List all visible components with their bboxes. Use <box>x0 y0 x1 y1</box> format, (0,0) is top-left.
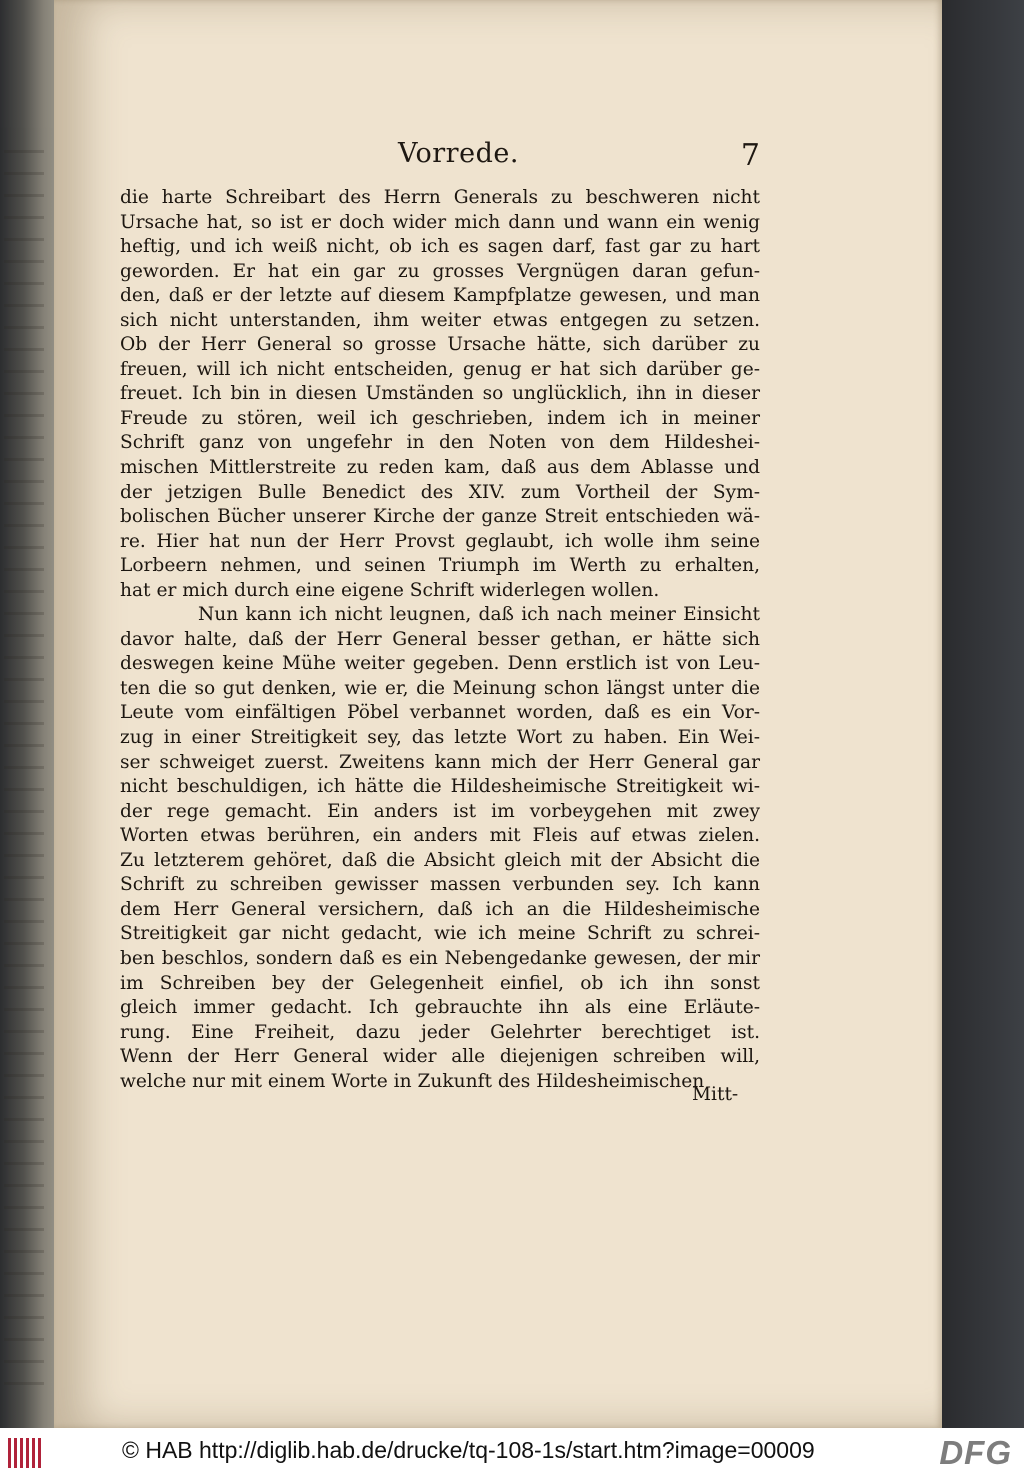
text-line: deswegen keine Mühe weiter gegeben. Denn erstlich ist von Leu- <box>120 653 760 675</box>
footer-bar <box>0 1428 1024 1478</box>
text-line: Leute vom einfältigen Pöbel verbannet worden, daß es ein Vor- <box>120 702 760 724</box>
running-head: Vorrede. <box>398 138 519 169</box>
text-line: ben beschlos, sondern daß es ein Nebengedanke gewesen, der mir <box>120 947 760 969</box>
text-line: hat er mich durch eine eigene Schrift widerlegen wollen. <box>120 579 660 601</box>
text-line: Schrift ganz von ungefehr in den Noten von dem Hildeshei- <box>120 432 760 454</box>
text-line: bolischen Bücher unserer Kirche der ganze Streit entschieden wä- <box>120 506 760 528</box>
text-line: Ursache hat, so ist er doch wider mich dann und wann ein wenig <box>120 211 760 233</box>
text-line: freuen, will ich nicht entscheiden, genug er hat sich darüber ge- <box>120 358 760 380</box>
text-line: Nun kann ich nicht leugnen, daß ich nach meiner Einsicht <box>198 604 760 626</box>
text-line: Worten etwas berühren, ein anders mit Fleis auf etwas zielen. <box>120 825 760 847</box>
text-line: der jetzigen Bulle Benedict des XIV. zum Vortheil der Sym- <box>120 481 760 503</box>
text-line: Streitigkeit gar nicht gedacht, wie ich meine Schrift zu schrei- <box>120 923 760 945</box>
catchword: Mitt- <box>692 1084 739 1105</box>
page-header <box>120 138 760 182</box>
text-line: Lorbeern nehmen, und seinen Triumph im Werth zu erhalten, <box>120 555 760 577</box>
footer-credit-link[interactable]: © HAB http://diglib.hab.de/drucke/tq-108-1s/start.htm?image=00009 <box>122 1437 815 1463</box>
text-line: gleich immer gedacht. Ich gebrauchte ihn als eine Erläute- <box>120 997 760 1019</box>
text-line: den, daß er der letzte auf diesem Kampfplatze gewesen, und man <box>120 285 760 307</box>
text-line: re. Hier hat nun der Herr Provst geglaubt, ich wolle ihm seine <box>120 530 760 552</box>
text-line: sich nicht unterstanden, ihm weiter etwas entgegen zu setzen. <box>120 309 760 331</box>
dfg-logo: DFG <box>939 1434 1012 1471</box>
text-line: mischen Mittlerstreite zu reden kam, daß aus dem Ablasse und <box>120 457 760 479</box>
text-line: Ob der Herr General so grosse Ursache hätte, sich darüber zu <box>120 334 760 356</box>
text-line: im Schreiben bey der Gelegenheit einfiel, ob ich ihn sonst <box>120 972 760 994</box>
text-line: der rege gemacht. Ein anders ist im vorbeygehen mit zwey <box>120 800 760 822</box>
text-line: die harte Schreibart des Herrn Generals zu beschweren nicht <box>120 187 760 208</box>
previous-page-edge <box>0 0 58 1428</box>
text-line: ser schweiget zuerst. Zweitens kann mich der Herr General gar <box>120 751 760 773</box>
text-line: Freude zu stören, weil ich geschrieben, indem ich in meiner <box>120 407 760 429</box>
text-line: welche nur mit einem Worte in Zukunft des Hildesheimischen <box>120 1070 705 1092</box>
text-line: davor halte, daß der Herr General besser gethan, er hätte sich <box>120 628 760 650</box>
previous-page-text-shadow <box>4 150 44 1400</box>
library-logo-icon <box>8 1438 42 1468</box>
text-line: geworden. Er hat ein gar zu grosses Vergnügen daran gefun- <box>120 260 760 282</box>
text-line: zug in einer Streitigkeit sey, das letzte Wort zu haben. Ein Wei- <box>120 727 760 749</box>
text-line: heftig, und ich weiß nicht, ob ich es sagen darf, fast gar zu hart <box>120 236 760 258</box>
text-line: rung. Eine Freiheit, dazu jeder Gelehrter berechtiget ist. <box>120 1021 760 1043</box>
text-line: freuet. Ich bin in diesen Umständen so unglücklich, ihn in dieser <box>120 383 760 405</box>
text-line: Zu letzterem gehöret, daß die Absicht gleich mit der Absicht die <box>120 849 760 871</box>
text-line: Schrift zu schreiben gewisser massen verbunden sey. Ich kann <box>120 874 760 896</box>
text-line: nicht beschuldigen, ich hätte die Hildesheimische Streitigkeit wi- <box>120 776 760 798</box>
scan-background-right <box>942 0 1024 1428</box>
page-number: 7 <box>740 138 760 173</box>
text-line: dem Herr General versichern, daß ich an die Hildesheimische <box>120 898 760 920</box>
text-line: ten die so gut denken, wie er, die Meinung schon längst unter die <box>120 677 760 699</box>
text-line: Wenn der Herr General wider alle diejenigen schreiben will, <box>120 1046 760 1068</box>
body-text <box>120 186 760 1094</box>
